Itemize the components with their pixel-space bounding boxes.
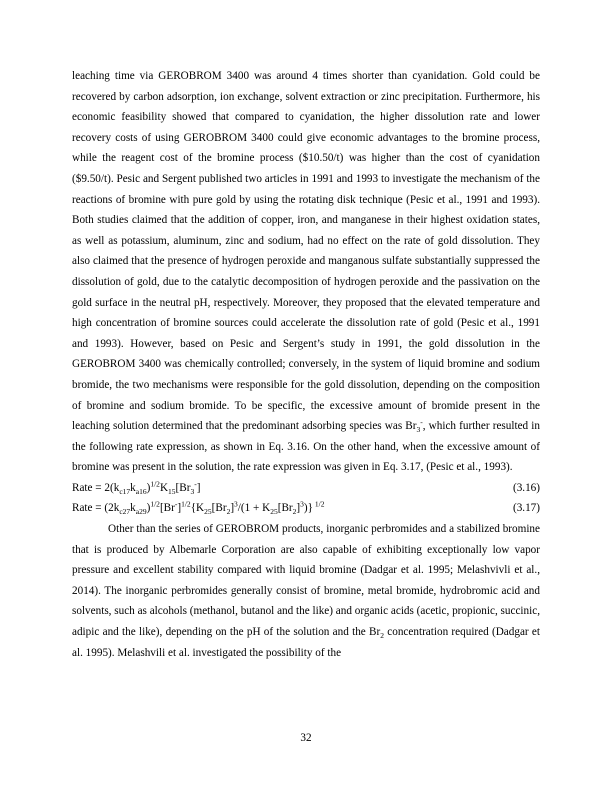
body-text <box>72 66 540 663</box>
equation-3-16 <box>72 478 540 499</box>
equation-3-17 <box>72 498 540 519</box>
page-number: 32 <box>300 732 312 744</box>
paragraph-2: Other than the series of GEROBROM products, inorganic perbromides and a stabilized bromine that is produced by Albemarle Corporation are also capable of exhibiting exceptionally low vapor pressure and excellent stability compared with liquid bromine (Dadgar et al. 1995; Melashvivli et al., 2014). The inorganic perbromides generally consist of bromine, metal bromide, hydrobromic acid and solvents, such as alcohols (methanol, butanol and the like) and organic acids (acetic, propionic, succinic, adipic and the like), depending on the pH of the solution and the $Br_2$ concentration required (Dadgar et al. 1995). Melashvili et al. investigated the possibility of the <box>72 523 540 659</box>
equation-3-16-body: Rate = $2(k_{c17}k_{a16})^{1/2}K_{15}[Br_3^-]$ <box>72 479 201 497</box>
equation-3-17-number: (3.17) <box>512 502 540 515</box>
equation-3-17-body: Rate = $(2k_{c27}k_{a29})^{1/2}[Br^-]^{1/2}\{K_{25}[Br_2]^3/(1 + K_{25}[Br_2]^3)\}$ $^{1/2}$ <box>72 499 325 517</box>
equation-3-16-number: (3.16) <box>512 481 540 494</box>
paragraph-1: leaching time via GEROBROM 3400 was around 4 times shorter than cyanidation. Gold could be recovered by carbon adsorption, ion exchange, solvent extraction or zinc precipitation. Furthermore, his economic feasibility showed that compared to cyanidation, the higher dissolution rate and lower recovery costs of using GEROBROM 3400 could give economic advantages to the bromine process, while the reagent cost of the bromine process ($10.50/t) was higher than the cost of cyanidation ($9.50/t). Pesic and Sergent published two articles in 1991 and 1993 to investigate the mechanism of the reactions of bromine with pure gold by using the rotating disk technique (Pesic et al., 1991 and 1993). Both studies claimed that the addition of copper, iron, and manganese in their highest oxidation states, as well as potassium, aluminum, zinc and sodium, had no effect on the rate of gold dissolution. They also claimed that the presence of hydrogen peroxide and manganous sulfate substantially suppressed the dissolution of gold, due to the catalytic decomposition of hydrogen peroxide and the passivation on the gold surface in the neutral pH, respectively. Moreover, they proposed that the elevated temperature and high concentration of bromine sources could accelerate the dissolution rate of gold (Pesic et al., 1991 and 1993). However, based on Pesic and Sergent’s study in 1991, the gold dissolution in the GEROBROM 3400 was chemically controlled; conversely, in the system of liquid bromine and sodium bromide, the two mechanisms were responsible for the gold dissolution, depending on the composition of bromine and sodium bromide. To be specific, the excessive amount of bromide present in the leaching solution determined that the predominant adsorbing species was $Br_3^-$, which further resulted in the following rate expression, as shown in Eq. 3.16. On the other hand, when the excessive amount of bromine was present in the solution, the rate expression was given in Eq. 3.17, (Pesic et al., 1993). <box>72 70 540 474</box>
